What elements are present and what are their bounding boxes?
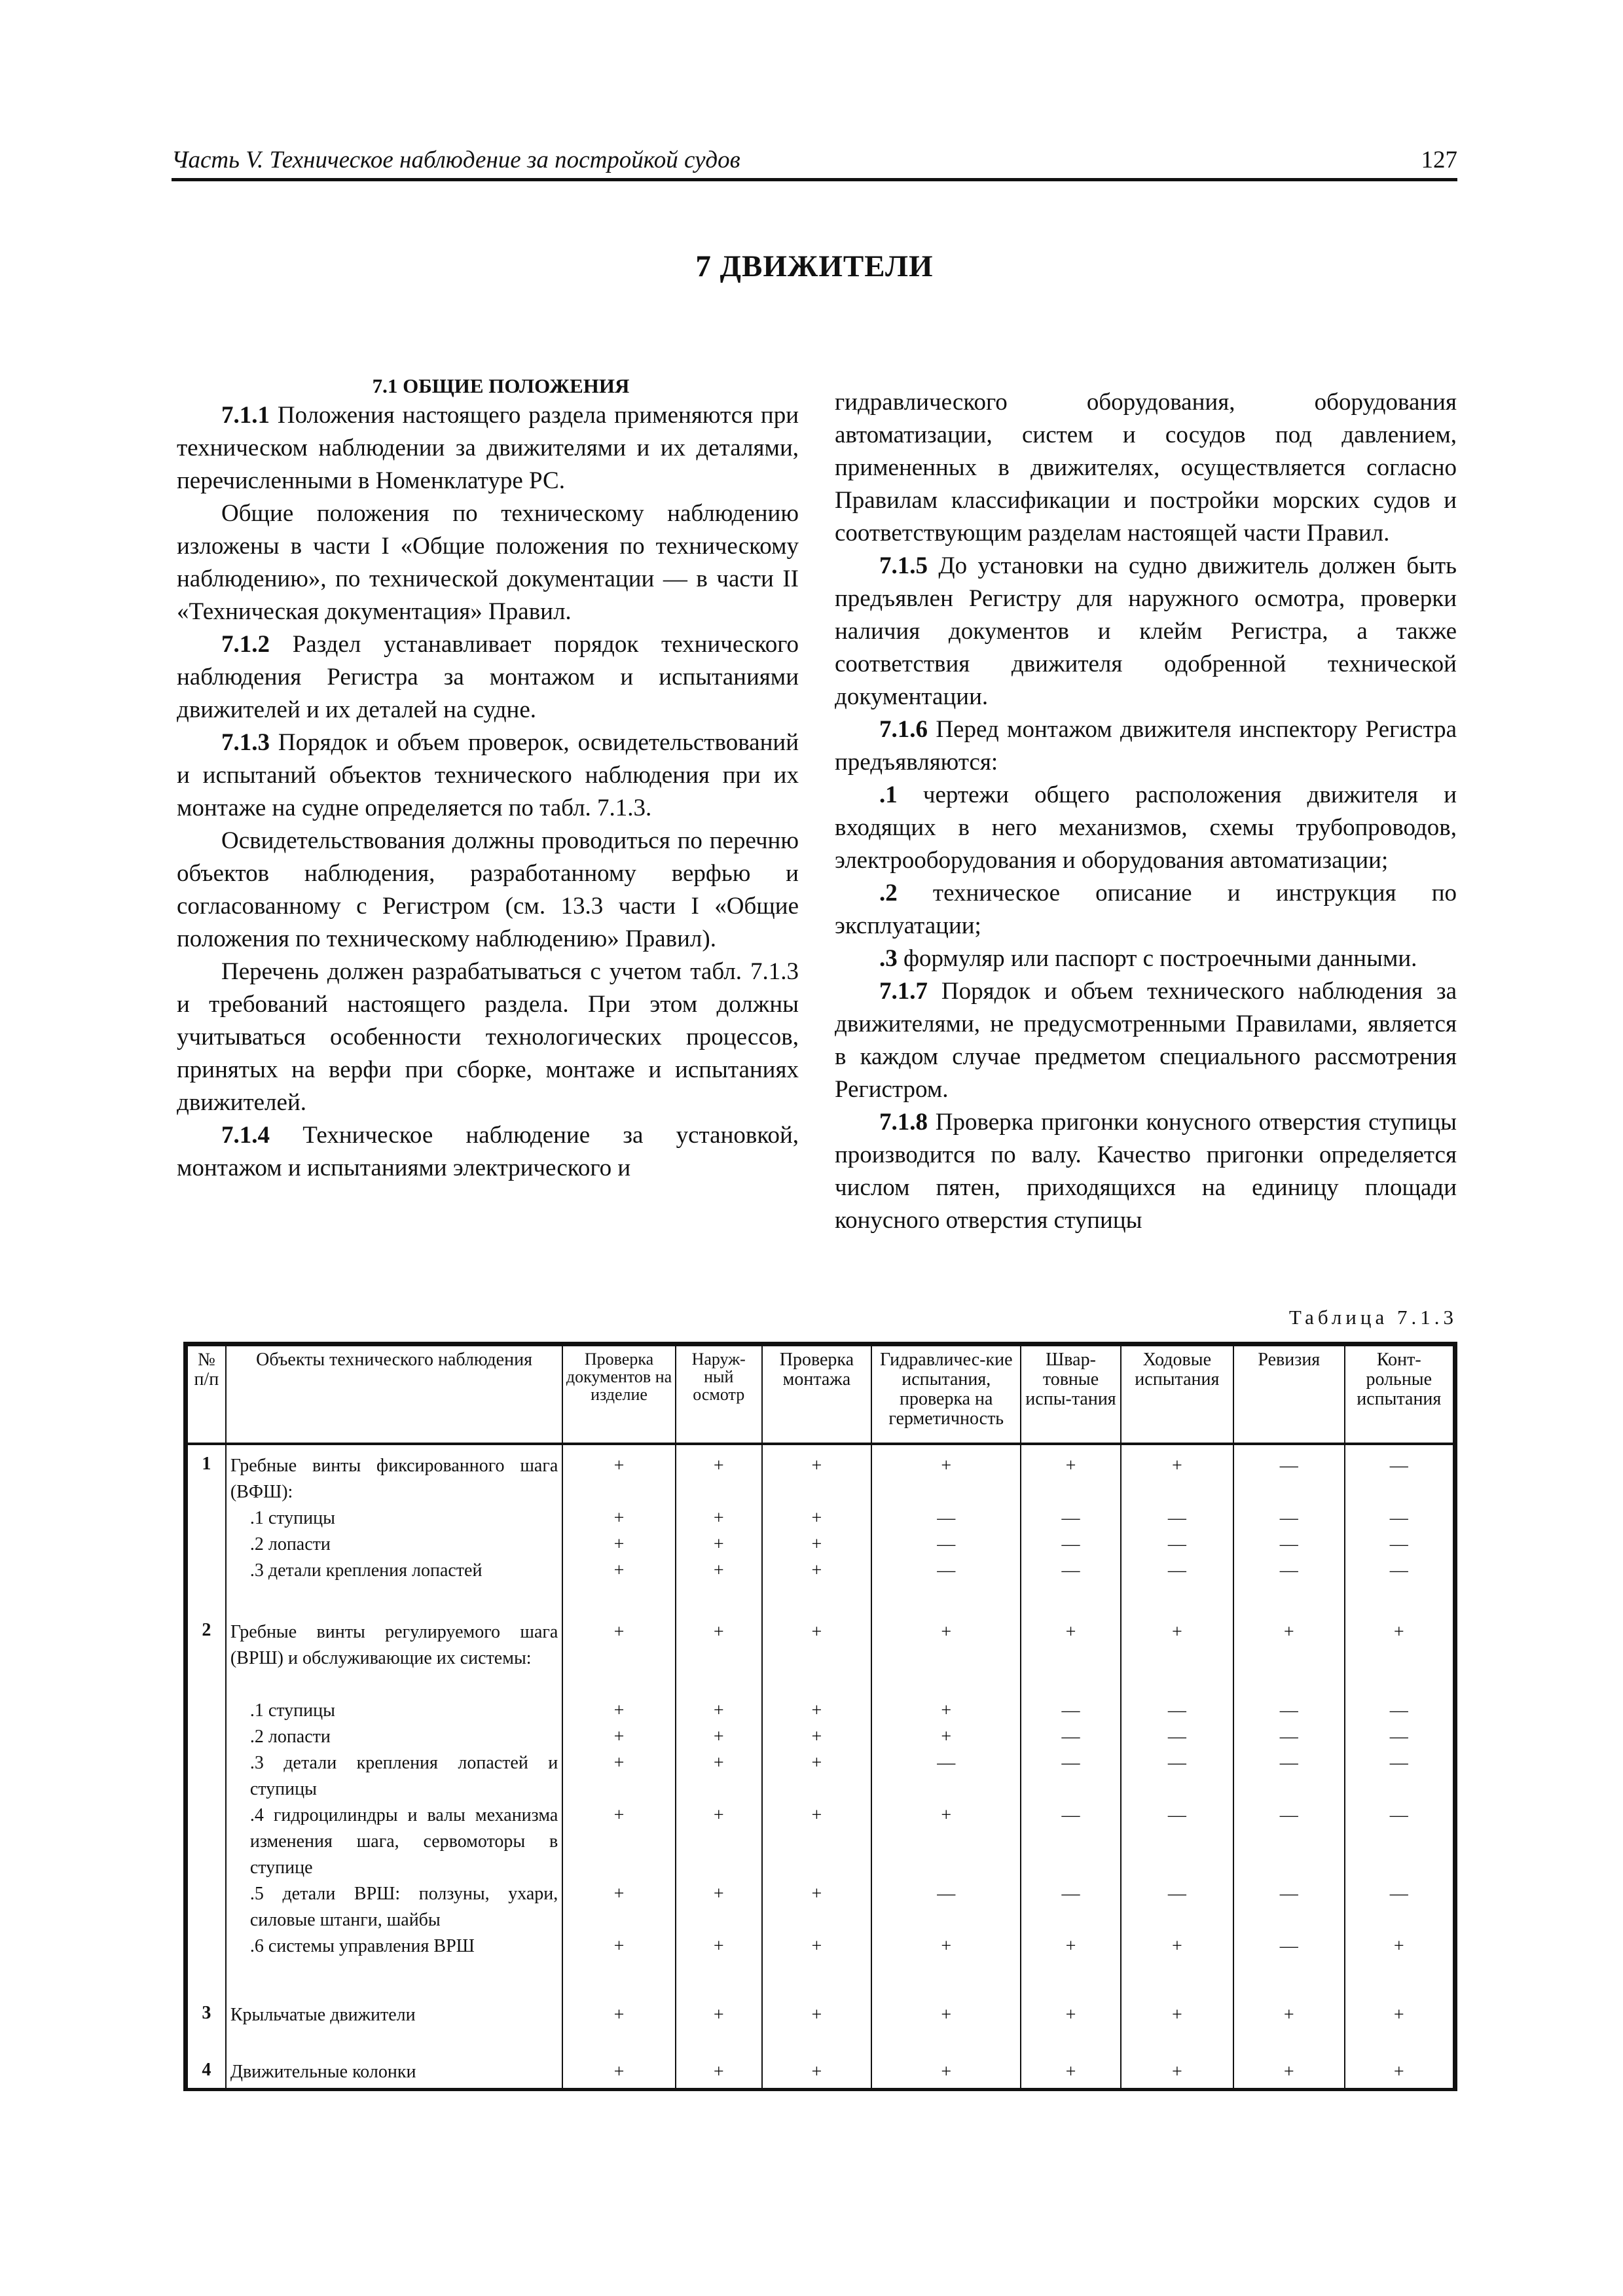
mark: + bbox=[713, 1700, 724, 1721]
mark: — bbox=[1167, 1752, 1186, 1773]
paragraph-number: .1 bbox=[879, 781, 898, 808]
mark: — bbox=[1279, 1560, 1298, 1581]
table-row bbox=[187, 1444, 1453, 1618]
paragraph-text: техническое описание и инструкция по эксплуатации; bbox=[835, 880, 1457, 939]
mark-cell bbox=[1233, 1444, 1344, 1618]
mark: — bbox=[1167, 1726, 1186, 1747]
mark-cell bbox=[1345, 2001, 1453, 2058]
mark: + bbox=[941, 1456, 952, 1476]
mark: — bbox=[1279, 1534, 1298, 1554]
mark: + bbox=[1283, 1621, 1294, 1642]
mark: + bbox=[713, 1935, 724, 1956]
paragraph-text: формуляр или паспорт с построечными данными. bbox=[897, 945, 1417, 972]
mark-cell bbox=[562, 1618, 675, 2001]
paragraph-number: 7.1.3 bbox=[221, 729, 270, 756]
paragraph-number: 7.1.2 bbox=[221, 631, 270, 658]
object-label: Движительные колонки bbox=[230, 2062, 416, 2083]
paragraph bbox=[835, 975, 1457, 1106]
mark: — bbox=[1167, 1508, 1186, 1528]
mark: — bbox=[1389, 1752, 1408, 1773]
paragraph-number: 7.1.8 bbox=[879, 1109, 928, 1136]
mark-cell bbox=[1345, 1444, 1453, 1618]
table-row bbox=[187, 1618, 1453, 2001]
mark-cell bbox=[762, 2058, 871, 2088]
mark-cell bbox=[762, 1618, 871, 2001]
mark: — bbox=[1061, 1508, 1080, 1528]
paragraph-text: Порядок и объем проверок, освидетельствований и испытаний объектов технического наблюдения при их монтаже на судне определяется по табл. 7.1.3. bbox=[177, 729, 799, 821]
paragraph bbox=[835, 1106, 1457, 1237]
inspection-table-grid bbox=[187, 1345, 1454, 2088]
mark: + bbox=[941, 1700, 952, 1721]
mark: + bbox=[613, 1621, 625, 1642]
mark-cell bbox=[1345, 2058, 1453, 2088]
object-label: Гребные винты фиксированного шага (ВФШ): bbox=[230, 1456, 558, 1502]
mark: + bbox=[713, 1534, 724, 1554]
mark: + bbox=[713, 1560, 724, 1581]
row-number: 1 bbox=[187, 1444, 226, 1618]
mark: + bbox=[713, 2062, 724, 2083]
paragraph-number: 7.1.6 bbox=[879, 716, 928, 743]
paragraph bbox=[835, 877, 1457, 942]
object-label: Крыльчатые движители bbox=[230, 2005, 416, 2026]
object-label: .2 лопасти bbox=[249, 1534, 331, 1554]
mark: + bbox=[941, 2005, 952, 2026]
left-paragraphs bbox=[177, 399, 799, 1185]
mark-cell bbox=[676, 1618, 762, 2001]
row-number: 2 bbox=[187, 1618, 226, 2001]
mark-cell bbox=[1021, 1618, 1120, 2001]
paragraph-text: Общие положения по техническому наблюдению изложены в части I «Общие положения по техническому наблюдению», по технической документации — в части II «Техническая документация» Правил. bbox=[177, 500, 799, 625]
mark-cell bbox=[1121, 1444, 1233, 1618]
header-no: № п/п bbox=[187, 1346, 226, 1444]
inspection-table bbox=[183, 1342, 1457, 2091]
mark: + bbox=[1065, 2062, 1076, 2083]
mark: + bbox=[1065, 2005, 1076, 2026]
mark: + bbox=[811, 2005, 822, 2026]
paragraph bbox=[177, 825, 799, 956]
mark: — bbox=[937, 1508, 956, 1528]
mark: + bbox=[1171, 1456, 1182, 1476]
mark: — bbox=[1167, 1883, 1186, 1904]
mark: — bbox=[1389, 1508, 1408, 1528]
mark: + bbox=[713, 1621, 724, 1642]
section-title: 7.1 ОБЩИЕ ПОЛОЖЕНИЯ bbox=[372, 374, 630, 397]
mark-cell bbox=[1021, 1444, 1120, 1618]
header-object: Объекты технического наблюдения bbox=[226, 1346, 562, 1444]
mark: + bbox=[1171, 1621, 1182, 1642]
mark: + bbox=[1171, 2005, 1182, 2026]
mark: — bbox=[1279, 1700, 1298, 1721]
mark: — bbox=[1061, 1804, 1080, 1825]
table-row bbox=[187, 2058, 1453, 2088]
table-body bbox=[187, 1444, 1453, 2088]
paragraph-text: До установки на судно движитель должен быть предъявлен Регистру для наружного осмотра, проверки наличия документов и клейм Регистра, а также соответствия движителя одобренной технической документации. bbox=[835, 552, 1457, 710]
object-label: .2 лопасти bbox=[249, 1726, 331, 1747]
object-label: .1 ступицы bbox=[249, 1508, 335, 1528]
mark: — bbox=[1061, 1726, 1080, 1747]
header-revision: Ревизия bbox=[1233, 1346, 1344, 1444]
mark: + bbox=[811, 1560, 822, 1581]
mark: + bbox=[941, 1621, 952, 1642]
mark: + bbox=[713, 1456, 724, 1476]
mark: + bbox=[811, 1752, 822, 1773]
mark: + bbox=[613, 1883, 625, 1904]
row-number: 3 bbox=[187, 2001, 226, 2058]
paragraph bbox=[835, 386, 1457, 550]
mark-cell bbox=[762, 2001, 871, 2058]
paragraph-text: Техническое наблюдение за установкой, монтажом и испытаниями электрического и bbox=[177, 1122, 799, 1181]
mark: + bbox=[613, 1935, 625, 1956]
mark-cell bbox=[562, 1444, 675, 1618]
mark: — bbox=[1389, 1804, 1408, 1825]
running-header-title: Часть V. Техническое наблюдение за постройкой судов bbox=[172, 147, 740, 173]
object-label: .5 детали ВРШ: ползуны, ухари, силовые штанги, шайбы bbox=[249, 1883, 558, 1930]
mark: + bbox=[811, 1726, 822, 1747]
mark: + bbox=[811, 1883, 822, 1904]
paragraph-text: гидравлического оборудования, оборудования автоматизации, систем и сосудов под давлением, примененных в движителях, осуществляется согласно Правилам классификации и постройки морских судов и соответствующим разделам настоящей части Правил. bbox=[835, 389, 1457, 547]
paragraph bbox=[177, 726, 799, 825]
page-number: 127 bbox=[1421, 147, 1457, 173]
mark: — bbox=[1061, 1883, 1080, 1904]
mark-cell bbox=[676, 1444, 762, 1618]
mark: + bbox=[811, 1621, 822, 1642]
paragraph-text: Перед монтажом движителя инспектору Регистра предъявляются: bbox=[835, 716, 1457, 776]
mark: + bbox=[1393, 1935, 1404, 1956]
mark: + bbox=[713, 1726, 724, 1747]
mark: + bbox=[1393, 2005, 1404, 2026]
mark: + bbox=[613, 1752, 625, 1773]
mark-cell bbox=[871, 2058, 1021, 2088]
mark-cell bbox=[871, 2001, 1021, 2058]
mark: — bbox=[1279, 1752, 1298, 1773]
mark: + bbox=[811, 1456, 822, 1476]
mark: — bbox=[1061, 1700, 1080, 1721]
mark: + bbox=[1283, 2062, 1294, 2083]
mark: + bbox=[1393, 2062, 1404, 2083]
paragraph-text: Раздел устанавливает порядок технического наблюдения Регистра за монтажом и испытаниями движителей и их деталей на судне. bbox=[177, 631, 799, 723]
paragraph-text: Проверка пригонки конусного отверстия ступицы производится по валу. Качество пригонки определяется числом пятен, приходящихся на единицу площади конусного отверстия ступицы bbox=[835, 1109, 1457, 1234]
mark: — bbox=[1279, 1456, 1298, 1476]
mark: + bbox=[1065, 1621, 1076, 1642]
mark-cell bbox=[1021, 2058, 1120, 2088]
paragraph bbox=[177, 497, 799, 628]
mark: — bbox=[1389, 1560, 1408, 1581]
mark: + bbox=[613, 1726, 625, 1747]
paragraph-text: Порядок и объем технического наблюдения за движителями, не предусмотренными Правилами, является в каждом случае предметом специального рассмотрения Регистром. bbox=[835, 978, 1457, 1103]
table-header-row bbox=[187, 1346, 1453, 1444]
mark-cell bbox=[1021, 2001, 1120, 2058]
paragraph-text: Освидетельствования должны проводиться по перечню объектов наблюдения, разработанному верфью и согласованному с Регистром (см. 13.3 части I «Общие положения по техническому наблюдению» Правил). bbox=[177, 827, 799, 952]
mark: + bbox=[1171, 2062, 1182, 2083]
mark: + bbox=[613, 1804, 625, 1825]
paragraph bbox=[835, 779, 1457, 877]
mark: — bbox=[1167, 1804, 1186, 1825]
header-sea: Ходовые испытания bbox=[1121, 1346, 1233, 1444]
header-control: Конт-рольные испытания bbox=[1345, 1346, 1453, 1444]
header-visual: Наруж-ный осмотр bbox=[676, 1346, 762, 1444]
paragraph bbox=[177, 399, 799, 497]
mark: + bbox=[713, 1804, 724, 1825]
mark: + bbox=[613, 1560, 625, 1581]
mark-cell bbox=[871, 1444, 1021, 1618]
header-mooring: Швар-товные испы-тания bbox=[1021, 1346, 1120, 1444]
mark-cell bbox=[676, 2001, 762, 2058]
paragraph-text: Положения настоящего раздела применяются при техническом наблюдении за движителями и их деталями, перечисленными в Номенклатуре РС. bbox=[177, 402, 799, 494]
mark: + bbox=[811, 1935, 822, 1956]
mark: — bbox=[1061, 1560, 1080, 1581]
mark: + bbox=[613, 1508, 625, 1528]
mark-cell bbox=[1345, 1618, 1453, 2001]
mark: + bbox=[613, 1534, 625, 1554]
object-label: .3 детали крепления лопастей bbox=[249, 1560, 483, 1581]
mark: — bbox=[1279, 1935, 1298, 1956]
object-label: Гребные винты регулируемого шага (ВРШ) и обслуживающие их системы: bbox=[230, 1621, 558, 1668]
object-label: .1 ступицы bbox=[249, 1700, 335, 1721]
header-hydro: Гидравличес-кие испытания, проверка на герметичность bbox=[871, 1346, 1021, 1444]
object-cell bbox=[226, 2001, 562, 2058]
paragraph-number: .2 bbox=[879, 880, 898, 906]
paragraph-number: 7.1.7 bbox=[879, 978, 928, 1005]
mark: — bbox=[937, 1883, 956, 1904]
right-paragraphs bbox=[835, 386, 1457, 1237]
mark-cell bbox=[1233, 1618, 1344, 2001]
mark: + bbox=[811, 2062, 822, 2083]
mark-cell bbox=[871, 1618, 1021, 2001]
object-cell bbox=[226, 1618, 562, 2001]
object-cell bbox=[226, 2058, 562, 2088]
mark: + bbox=[613, 1700, 625, 1721]
mark-cell bbox=[1233, 2001, 1344, 2058]
mark: + bbox=[713, 1508, 724, 1528]
mark: + bbox=[713, 1883, 724, 1904]
mark: + bbox=[1283, 2005, 1294, 2026]
paragraph bbox=[835, 550, 1457, 713]
mark-cell bbox=[1121, 2001, 1233, 2058]
paragraph-number: 7.1.1 bbox=[221, 402, 270, 429]
running-header bbox=[172, 137, 1457, 181]
mark: — bbox=[1389, 1534, 1408, 1554]
mark: + bbox=[613, 1456, 625, 1476]
mark-cell bbox=[1121, 1618, 1233, 2001]
object-label: .4 гидроцилиндры и валы механизма изменения шага, сервомоторы в ступице bbox=[249, 1804, 558, 1878]
mark: — bbox=[1061, 1534, 1080, 1554]
mark: — bbox=[937, 1752, 956, 1773]
mark-cell bbox=[1121, 2058, 1233, 2088]
object-cell bbox=[226, 1444, 562, 1618]
mark: — bbox=[1389, 1700, 1408, 1721]
mark: + bbox=[811, 1700, 822, 1721]
paragraph-text: чертежи общего расположения движителя и входящих в него механизмов, схемы трубопроводов, электрооборудования и оборудования автоматизации; bbox=[835, 781, 1457, 874]
mark: + bbox=[613, 2005, 625, 2026]
paragraph-number: 7.1.4 bbox=[221, 1122, 270, 1149]
mark: + bbox=[713, 1752, 724, 1773]
header-mount: Проверка монтажа bbox=[762, 1346, 871, 1444]
mark: — bbox=[1167, 1700, 1186, 1721]
mark: + bbox=[941, 2062, 952, 2083]
mark: + bbox=[811, 1508, 822, 1528]
mark: + bbox=[941, 1935, 952, 1956]
paragraph-text: Перечень должен разрабатываться с учетом табл. 7.1.3 и требований настоящего раздела. При этом должны учитываться особенности технологических процессов, принятых на верфи при сборке, монтаже и испытаниях движителей. bbox=[177, 958, 799, 1116]
mark: — bbox=[1279, 1883, 1298, 1904]
mark-cell bbox=[1233, 2058, 1344, 2088]
paragraph bbox=[835, 942, 1457, 975]
mark: + bbox=[1065, 1935, 1076, 1956]
paragraph bbox=[177, 628, 799, 726]
paragraph bbox=[177, 1119, 799, 1185]
mark: — bbox=[1279, 1508, 1298, 1528]
paragraph-number: .3 bbox=[879, 945, 898, 972]
mark: + bbox=[811, 1804, 822, 1825]
mark: — bbox=[1167, 1560, 1186, 1581]
mark: + bbox=[811, 1534, 822, 1554]
mark-cell bbox=[762, 1444, 871, 1618]
paragraph-number: 7.1.5 bbox=[879, 552, 928, 579]
mark: — bbox=[1279, 1804, 1298, 1825]
mark: + bbox=[941, 1726, 952, 1747]
text-column-right bbox=[835, 386, 1457, 1237]
mark: — bbox=[1167, 1534, 1186, 1554]
text-column-left bbox=[177, 373, 799, 1185]
chapter-title: 7 ДВИЖИТЕЛИ bbox=[695, 249, 934, 283]
mark: + bbox=[1393, 1621, 1404, 1642]
mark: — bbox=[1279, 1726, 1298, 1747]
header-docs: Проверка документов на изделие bbox=[562, 1346, 675, 1444]
mark: + bbox=[1171, 1935, 1182, 1956]
mark: + bbox=[713, 2005, 724, 2026]
mark: + bbox=[613, 2062, 625, 2083]
mark: — bbox=[937, 1534, 956, 1554]
mark-cell bbox=[562, 2058, 675, 2088]
mark-cell bbox=[562, 2001, 675, 2058]
paragraph bbox=[177, 956, 799, 1119]
mark-cell bbox=[676, 2058, 762, 2088]
mark: — bbox=[1061, 1752, 1080, 1773]
object-label: .6 системы управления ВРШ bbox=[249, 1935, 475, 1956]
mark: + bbox=[941, 1804, 952, 1825]
mark: — bbox=[937, 1560, 956, 1581]
mark: + bbox=[1065, 1456, 1076, 1476]
mark: — bbox=[1389, 1883, 1408, 1904]
row-number: 4 bbox=[187, 2058, 226, 2088]
table-row bbox=[187, 2001, 1453, 2058]
mark: — bbox=[1389, 1456, 1408, 1476]
mark: — bbox=[1389, 1726, 1408, 1747]
table-caption: Таблица 7.1.3 bbox=[1288, 1306, 1457, 1329]
paragraph bbox=[835, 713, 1457, 779]
object-label: .3 детали крепления лопастей и ступицы bbox=[249, 1752, 558, 1799]
